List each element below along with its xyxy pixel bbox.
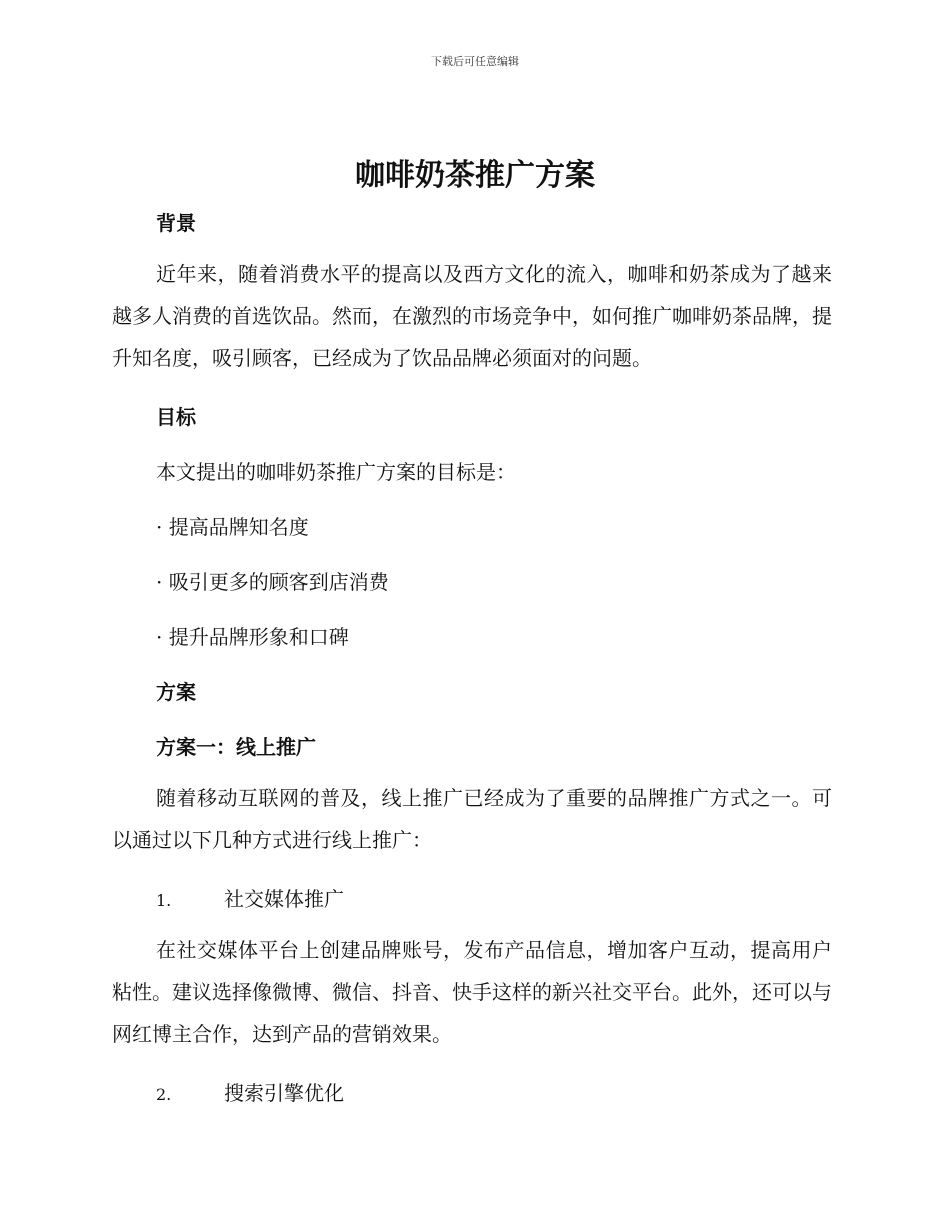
item-label: 搜索引擎优化 [224,1081,344,1105]
paragraph-background: 近年来，随着消费水平的提高以及西方文化的流入，咖啡和奶茶成为了越来越多人消费的首选饮品。然而，在激烈的市场竞争中，如何推广咖啡奶茶品牌，提升知名度，吸引顾客，已经成为了饮品品牌必须面对的问题。 [112,262,832,370]
heading-background: 背景 [156,211,196,235]
heading-goal: 目标 [156,405,196,429]
item-label: 社交媒体推广 [224,887,344,911]
goal-item-1: · 提高品牌知名度 [156,515,309,539]
paragraph-goal-intro: 本文提出的咖啡奶茶推广方案的目标是： [156,460,516,484]
goal-item-3: · 提升品牌形象和口碑 [156,625,349,649]
paragraph-plan-1: 随着移动互联网的普及，线上推广已经成为了重要的品牌推广方式之一。可以通过以下几种方式进行线上推广： [112,786,832,852]
numbered-item-2 [156,1077,344,1106]
heading-plan: 方案 [156,680,196,704]
item-number: 2. [156,1085,172,1104]
item-number: 1. [156,891,172,910]
document-title: 咖啡奶茶推广方案 [355,158,595,193]
numbered-item-1 [156,883,344,912]
page-header-note: 下载后可任意编辑 [431,55,519,68]
paragraph-social-media: 在社交媒体平台上创建品牌账号，发布产品信息，增加客户互动，提高用户粘性。建议选择像微博、微信、抖音、快手这样的新兴社交平台。此外，还可以与网红博主合作，达到产品的营销效果。 [112,938,832,1046]
heading-plan-1: 方案一：线上推广 [156,735,316,759]
goal-item-2: · 吸引更多的顾客到店消费 [156,570,389,594]
